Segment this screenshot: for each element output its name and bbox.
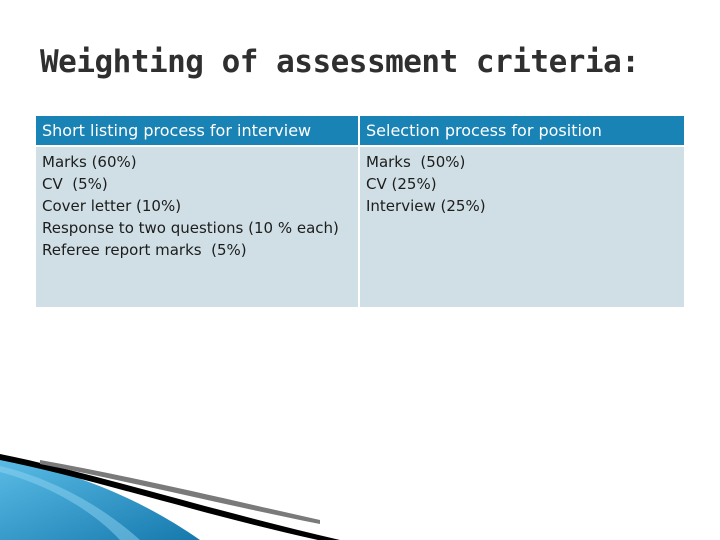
decorative-swoosh	[0, 448, 720, 540]
header-shortlisting: Short listing process for interview	[36, 116, 359, 146]
table-row	[36, 146, 684, 307]
cell-selection-criteria	[359, 146, 684, 307]
criterion-cv: CV (5%)	[42, 175, 108, 193]
criterion-interview: Interview (25%)	[366, 197, 486, 215]
criterion-marks: Marks (50%)	[366, 153, 466, 171]
criterion-cv: CV (25%)	[366, 175, 437, 193]
criterion-marks: Marks (60%)	[42, 153, 137, 171]
table-header-row	[36, 116, 684, 146]
criterion-referee-report: Referee report marks (5%)	[42, 241, 247, 259]
header-selection: Selection process for position	[359, 116, 684, 146]
criterion-questions: Response to two questions (10 % each)	[42, 219, 339, 237]
criteria-table	[36, 116, 684, 307]
cell-shortlisting-criteria	[36, 146, 359, 307]
criterion-cover-letter: Cover letter (10%)	[42, 197, 182, 215]
slide-title: Weighting of assessment criteria:	[40, 44, 640, 80]
